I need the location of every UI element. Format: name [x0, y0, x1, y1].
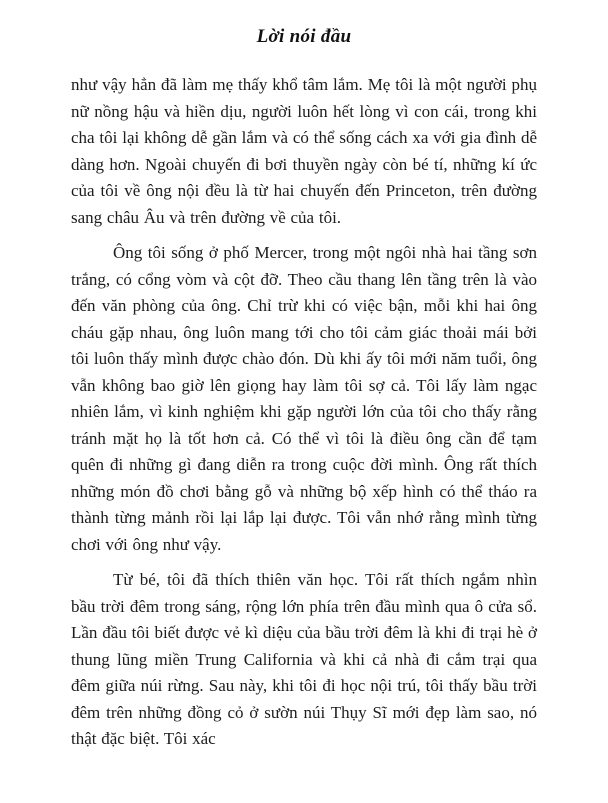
- paragraph: Ông tôi sống ở phố Mercer, trong một ngôi nhà hai tầng sơn trắng, có cổng vòm và cột đỡ. Theo cầu thang lên tầng trên là vào đến văn phòng của ông. Chỉ trừ khi có việc bận, mỗi khi hai ông cháu gặp nhau, ông luôn mang tới cho tôi cảm giác thoải mái bởi tôi luôn thấy mình được chào đón. Dù khi ấy tôi mới năm tuổi, ông vẫn không bao giờ lên giọng hay làm tôi sợ cả. Tôi lấy làm ngạc nhiên lắm, vì kinh nghiệm khi gặp người lớn của tôi cho thấy rằng tránh mặt họ là tốt hơn cả. Có thể vì tôi là điều ông cần để tạm quên đi những gì đang diễn ra trong cuộc đời mình. Ông rất thích những món đồ chơi bằng gỗ và những bộ xếp hình có thể tháo ra thành từng mảnh rồi lại lắp lại được. Tôi vẫn nhớ rằng mình từng chơi với ông như vậy.: [71, 243, 537, 554]
- paragraph: như vậy hẳn đã làm mẹ thấy khổ tâm lắm. Mẹ tôi là một người phụ nữ nồng hậu và hiền dịu, người luôn hết lòng vì con cái, trong khi cha tôi lại không dễ gần lắm và có thể sống cách xa với gia đình dễ dàng hơn. Ngoài chuyến đi bơi thuyền ngày còn bé tí, những kí ức của tôi về ông nội đều là từ hai chuyến đến Princeton, trên đường sang châu Âu và trên đường về của tôi.: [71, 75, 537, 227]
- chapter-title: Lời nói đầu: [256, 26, 352, 47]
- paragraph: Từ bé, tôi đã thích thiên văn học. Tôi rất thích ngắm nhìn bầu trời đêm trong sáng, rộng lớn phía trên đầu mình qua ô cửa sổ. Lần đầu tôi biết được vẻ kì diệu của bầu trời đêm là khi đi trại hè ở thung lũng miền Trung California và khi cả nhà đi cắm trại qua đêm giữa núi rừng. Sau này, khi tôi đi học nội trú, tôi thấy bầu trời đêm trên những đồng cỏ ở sườn núi Thụy Sĩ mới đẹp làm sao, nó thật đặc biệt. Tôi xác: [71, 570, 537, 748]
- body-text: [71, 72, 537, 753]
